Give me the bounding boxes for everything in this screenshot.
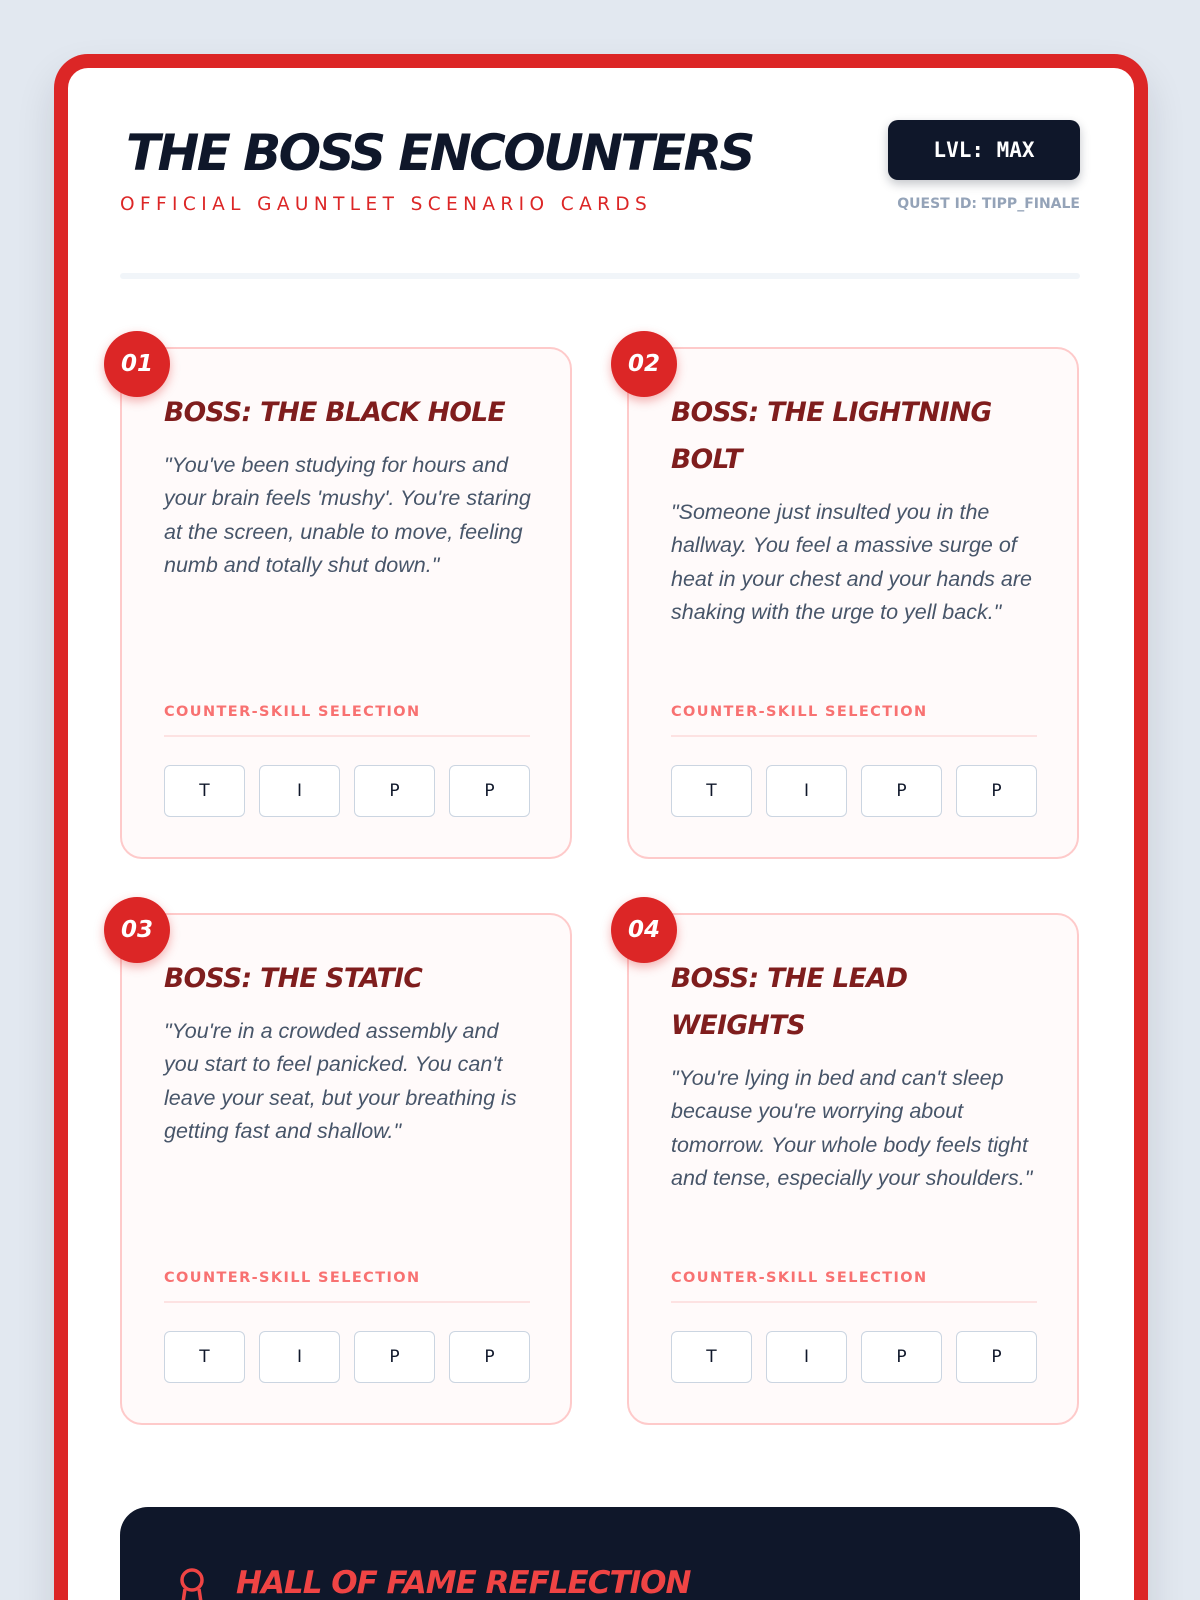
skill-divider [164,1301,530,1303]
skill-label: COUNTER-SKILL SELECTION [164,704,421,720]
skill-divider [671,735,1037,737]
skill-option-i-button[interactable]: I [766,1331,847,1383]
header-divider [120,273,1080,279]
card-title: BOSS: THE BLACK HOLE [164,397,506,428]
skill-option-t-button[interactable]: T [671,1331,752,1383]
boss-card [120,347,572,859]
quest-id: QUEST ID: TIPP_FINALE [897,196,1080,212]
skill-option-p-button[interactable]: P [354,1331,435,1383]
level-badge: LVL: MAX [888,120,1080,180]
boss-card [120,913,572,1425]
skill-option-i-button[interactable]: I [259,1331,340,1383]
card-scenario: "You're in a crowded assembly and you start to feel panicked. You can't leave your seat, but your breathing is getting fast and shallow." [164,1019,517,1143]
card-scenario: "You're lying in bed and can't sleep because you're worrying about tomorrow. Your whole body feels tight and tense, especially your shoulders." [671,1066,1033,1190]
page-title: THE BOSS ENCOUNTERS [126,124,753,182]
card-number-badge: 03 [104,897,170,963]
skill-divider [671,1301,1037,1303]
skill-option-p2-button[interactable]: P [449,1331,530,1383]
skill-option-p-button[interactable]: P [354,765,435,817]
page-subtitle: OFFICIAL GAUNTLET SCENARIO CARDS [120,194,653,215]
skill-option-p2-button[interactable]: P [956,1331,1037,1383]
card-title: BOSS: THE STATIC [164,963,423,994]
card-scenario: "Someone just insulted you in the hallway. You feel a massive surge of heat in your chest and your hands are shaking with the urge to yell back." [671,500,1032,624]
skill-option-p2-button[interactable]: P [449,765,530,817]
skill-option-p2-button[interactable]: P [956,765,1037,817]
card-title: BOSS: THE LEAD WEIGHTS [671,963,908,1041]
card-title: BOSS: THE LIGHTNING BOLT [671,397,992,475]
skill-option-t-button[interactable]: T [164,1331,245,1383]
reflection-title: HALL OF FAME REFLECTION [236,1565,691,1600]
skill-option-t-button[interactable]: T [164,765,245,817]
card-number-badge: 02 [611,331,677,397]
skill-label: COUNTER-SKILL SELECTION [164,1270,421,1286]
card-scenario: "You've been studying for hours and your brain feels 'mushy'. You're staring at the screen, unable to move, feeling numb and totally shut down." [164,453,531,577]
card-number-badge: 04 [611,897,677,963]
skill-label: COUNTER-SKILL SELECTION [671,1270,928,1286]
skill-option-i-button[interactable]: I [259,765,340,817]
skill-label: COUNTER-SKILL SELECTION [671,704,928,720]
card-number-badge: 01 [104,331,170,397]
medal-icon [176,1567,208,1600]
skill-option-p-button[interactable]: P [861,765,942,817]
skill-option-p-button[interactable]: P [861,1331,942,1383]
boss-card [627,913,1079,1425]
header [120,118,1080,228]
skill-option-i-button[interactable]: I [766,765,847,817]
boss-card [627,347,1079,859]
skill-option-t-button[interactable]: T [671,765,752,817]
reflection-panel [120,1507,1080,1600]
skill-divider [164,735,530,737]
